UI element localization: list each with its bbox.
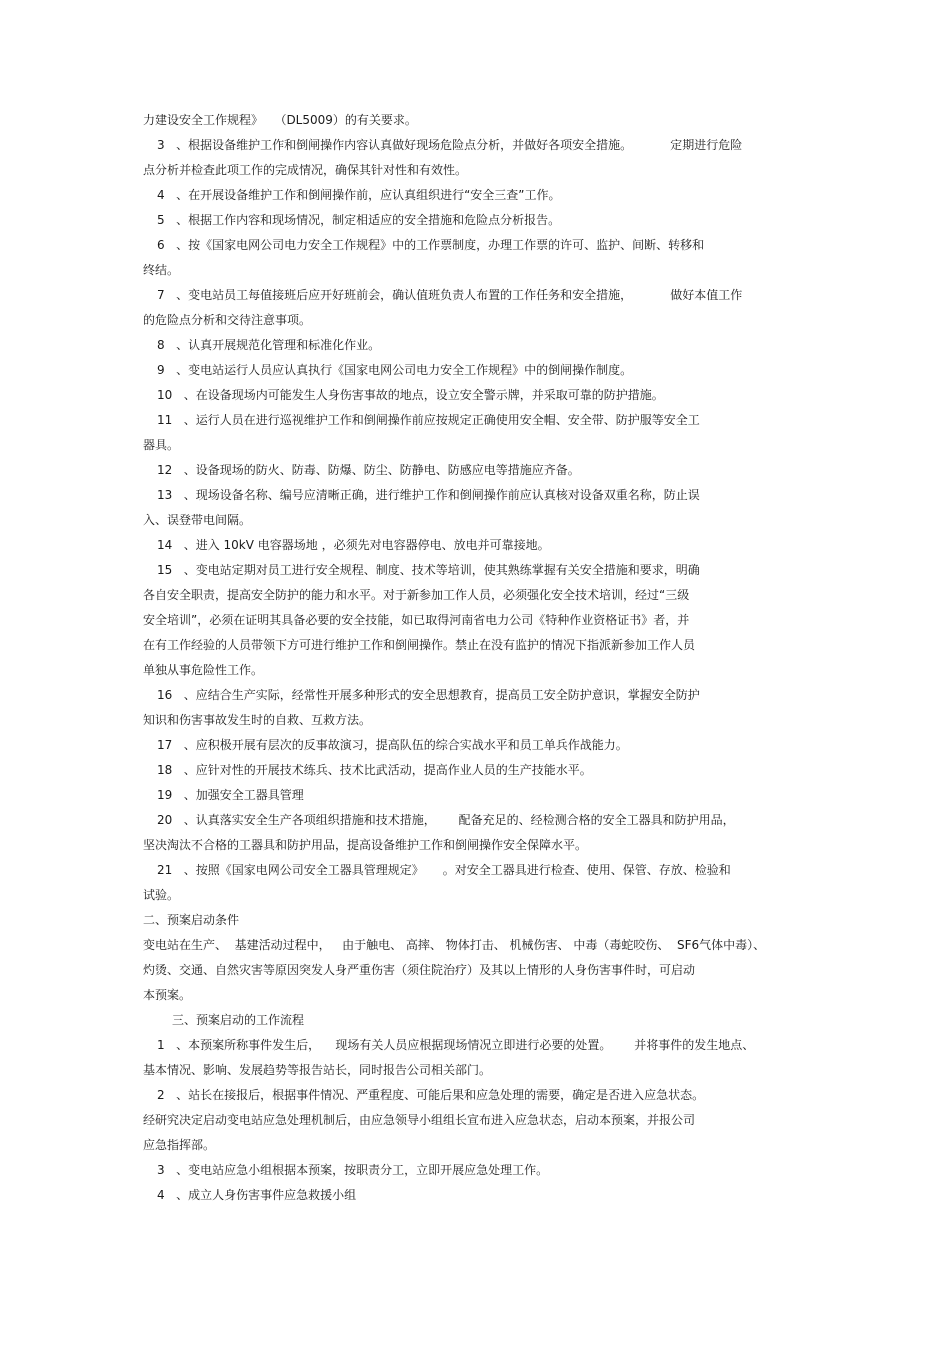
text-line: 三、预案启动的工作流程 bbox=[172, 1013, 305, 1027]
text-line: 单独从事危险性工作。 bbox=[143, 663, 264, 677]
text-line: 10 、在设备现场内可能发生人身伤害事故的地点，设立安全警示牌，并采取可靠的防护措施。 bbox=[157, 388, 664, 402]
text-line: 各自安全职责，提高安全防护的能力和水平。对于新参加工作人员，必须强化安全技术培训，经过“三级 bbox=[143, 588, 690, 602]
text-line: 安全培训”，必须在证明其具备必要的安全技能，如已取得河南省电力公司《特种作业资格证书》者，并 bbox=[143, 613, 690, 627]
text-line: 知识和伤害事故发生时的自救、互救方法。 bbox=[143, 713, 372, 727]
text-line: 终结。 bbox=[143, 263, 180, 277]
text-line: 14 、进入 10kV 电容器场地 ，必须先对电容器停电、放电并可靠接地。 bbox=[157, 538, 550, 552]
text-line: 经研究决定启动变电站应急处理机制后，由应急领导小组组长宣布进入应急状态，启动本预案，并报公司 bbox=[143, 1113, 696, 1127]
text-line: 应急指挥部。 bbox=[143, 1138, 216, 1152]
text-line: 9 、变电站运行人员应认真执行《国家电网公司电力安全工作规程》中的倒闸操作制度。 bbox=[157, 363, 633, 377]
text-line: 试验。 bbox=[143, 888, 180, 902]
text-line: 点分析并检查此项工作的完成情况，确保其针对性和有效性。 bbox=[143, 163, 468, 177]
text-line: 20 、认真落实安全生产各项组织措施和技术措施， 配备充足的、经检测合格的安全工器具和防护用品， bbox=[157, 813, 735, 827]
text-line: 1 、本预案所称事件发生后， 现场有关人员应根据现场情况立即进行必要的处置。 并将事件的发生地点、 bbox=[157, 1038, 755, 1052]
text-line: 3 、变电站应急小组根据本预案，按职责分工，立即开展应急处理工作。 bbox=[157, 1163, 549, 1177]
text-line: 15 、变电站定期对员工进行安全规程、制度、技术等培训，使其熟练掌握有关安全措施和要求，明确 bbox=[157, 563, 700, 577]
text-line: 16 、应结合生产实际，经常性开展多种形式的安全思想教育，提高员工安全防护意识，掌握安全防护 bbox=[157, 688, 700, 702]
text-line: 5 、根据工作内容和现场情况，制定相适应的安全措施和危险点分析报告。 bbox=[157, 213, 561, 227]
text-line: 4 、在开展设备维护工作和倒闸操作前，应认真组织进行“安全三查”工作。 bbox=[157, 188, 561, 202]
text-line: 17 、应积极开展有层次的反事故演习，提高队伍的综合实战水平和员工单兵作战能力。 bbox=[157, 738, 628, 752]
text-line: 坚决淘汰不合格的工器具和防护用品，提高设备维护工作和倒闸操作安全保障水平。 bbox=[143, 838, 588, 852]
text-line: 力建设安全工作规程》 （DL5009）的有关要求。 bbox=[143, 113, 417, 127]
text-line: 本预案。 bbox=[143, 988, 192, 1002]
text-line: 2 、站长在接报后，根据事件情况、严重程度、可能后果和应急处理的需要，确定是否进入应急状态。 bbox=[157, 1088, 705, 1102]
text-line: 13 、现场设备名称、编号应清晰正确，进行维护工作和倒闸操作前应认真核对设备双重名称，防止误 bbox=[157, 488, 700, 502]
text-line: 12 、设备现场的防火、防毒、防爆、防尘、防静电、防感应电等措施应齐备。 bbox=[157, 463, 580, 477]
text-line: 3 、根据设备维护工作和倒闸操作内容认真做好现场危险点分析，并做好各项安全措施。 定期进行危险 bbox=[157, 138, 743, 152]
text-line: 基本情况、影响、发展趋势等报告站长，同时报告公司相关部门。 bbox=[143, 1063, 492, 1077]
text-line: 21 、按照《国家电网公司安全工器具管理规定》 。对安全工器具进行检查、使用、保管、存放、检验和 bbox=[157, 863, 731, 877]
text-line: 6 、按《国家电网公司电力安全工作规程》中的工作票制度，办理工作票的许可、监护、间断、转移和 bbox=[157, 238, 705, 252]
text-line: 器具。 bbox=[143, 438, 180, 452]
text-line: 8 、认真开展规范化管理和标准化作业。 bbox=[157, 338, 381, 352]
text-line: 在有工作经验的人员带领下方可进行维护工作和倒闸操作。禁止在没有监护的情况下指派新参加工作人员 bbox=[143, 638, 696, 652]
text-line: 灼烫、交通、自然灾害等原因突发人身严重伤害（须住院治疗）及其以上情形的人身伤害事件时，可启动 bbox=[143, 963, 696, 977]
text-line: 二、预案启动条件 bbox=[143, 913, 240, 927]
text-line: 4 、成立人身伤害事件应急救援小组 bbox=[157, 1188, 357, 1202]
text-line: 18 、应针对性的开展技术练兵、技术比武活动，提高作业人员的生产技能水平。 bbox=[157, 763, 592, 777]
text-line: 的危险点分析和交待注意事项。 bbox=[143, 313, 312, 327]
text-line: 7 、变电站员工每值接班后应开好班前会，确认值班负责人布置的工作任务和安全措施， 做好本值工作 bbox=[157, 288, 743, 302]
text-line: 入、误登带电间隔。 bbox=[143, 513, 252, 527]
text-line: 变电站在生产、 基建活动过程中， 由于触电、 高摔、 物体打击、 机械伤害、 中毒（毒蛇咬伤、 SF6气体中毒）、 bbox=[143, 938, 766, 952]
text-line: 19 、加强安全工器具管理 bbox=[157, 788, 304, 802]
text-line: 11 、运行人员在进行巡视维护工作和倒闸操作前应按规定正确使用安全帽、安全带、防护服等安全工 bbox=[157, 413, 700, 427]
